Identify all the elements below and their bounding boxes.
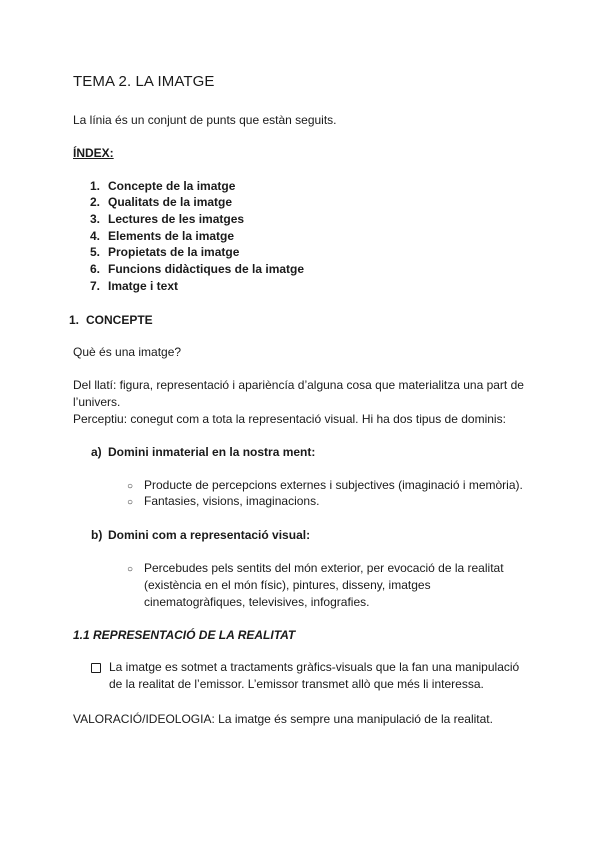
index-item-number: 3.	[90, 212, 101, 226]
intro-text: La línia és un conjunt de punts que estàn seguits.	[73, 113, 337, 127]
bullet-text-continuation: (existència en el món físic), pintures, disseny, imatges	[144, 578, 431, 592]
perceptiu-text: Perceptiu: conegut com a tota la representació visual. Hi ha dos tipus de dominis:	[73, 412, 506, 426]
index-item-label: Funcions didàctiques de la imatge	[108, 262, 305, 276]
index-item-number: 5.	[90, 245, 101, 259]
hollow-circle-bullet-icon: ○	[127, 564, 134, 575]
index-item	[90, 179, 235, 193]
index-item-label: Concepte de la imatge	[108, 179, 236, 193]
domain-a-label: a)	[91, 445, 102, 459]
domain-b-label: b)	[91, 528, 103, 542]
section-title: CONCEPTE	[86, 313, 153, 327]
domain-b-heading	[91, 528, 310, 542]
index-item-number: 7.	[90, 279, 101, 293]
page-title: TEMA 2. LA IMATGE	[73, 73, 215, 90]
list-item	[127, 561, 504, 575]
domain-b-title: Domini com a representació visual:	[108, 528, 311, 542]
checklist-text: La imatge es sotmet a tractaments gràfics-visuals que la fan una manipulació	[109, 660, 520, 674]
domain-a-heading	[91, 445, 315, 459]
valoracio-text: VALORACIÓ/IDEOLOGIA: La imatge és sempre una manipulació de la realitat.	[73, 712, 493, 726]
domain-a-title: Domini inmaterial en la nostra ment:	[108, 445, 316, 459]
index-item-number: 1.	[90, 179, 101, 193]
index-item-number: 6.	[90, 262, 101, 276]
bullet-text: Percebudes pels sentits del món exterior, per evocació de la realitat	[144, 561, 504, 575]
checklist-text-continuation: de la realitat de l’emissor. L’emissor transmet allò que més li interessa.	[109, 677, 484, 691]
index-item-label: Imatge i text	[108, 279, 179, 293]
hollow-circle-bullet-icon: ○	[127, 481, 134, 492]
hollow-circle-bullet-icon: ○	[127, 497, 134, 508]
index-item-label: Qualitats de la imatge	[108, 195, 233, 209]
list-item	[127, 478, 523, 492]
checkbox-icon	[91, 663, 101, 673]
bullet-text-continuation: cinematogràfiques, televisives, infografies.	[144, 595, 370, 609]
index-item-label: Lectures de les imatges	[108, 212, 245, 226]
index-item	[90, 262, 304, 276]
index-item-number: 2.	[90, 195, 101, 209]
index-item-label: Elements de la imatge	[108, 229, 235, 243]
index-item	[90, 245, 239, 259]
index-item-number: 4.	[90, 229, 101, 243]
bullet-text: Producte de percepcions externes i subjectives (imaginació i memòria).	[144, 478, 523, 492]
definition-line: l’univers.	[73, 395, 121, 409]
index-heading: ÍNDEX:	[73, 146, 114, 160]
index-item	[90, 279, 178, 293]
section-heading-concepte	[69, 313, 153, 327]
bullet-text: Fantasies, visions, imaginacions.	[144, 494, 320, 508]
list-item	[127, 494, 319, 508]
question-text: Què és una imatge?	[73, 345, 182, 359]
index-item	[90, 229, 234, 243]
subsection-heading-representacio: 1.1 REPRESENTACIÓ DE LA REALITAT	[73, 628, 296, 642]
section-number: 1.	[69, 313, 80, 327]
index-item-label: Propietats de la imatge	[108, 245, 240, 259]
index-item	[90, 195, 232, 209]
index-item	[90, 212, 244, 226]
definition-line: Del llatí: figura, representació i aparièncía d’alguna cosa que materialitza una part de	[73, 378, 524, 392]
